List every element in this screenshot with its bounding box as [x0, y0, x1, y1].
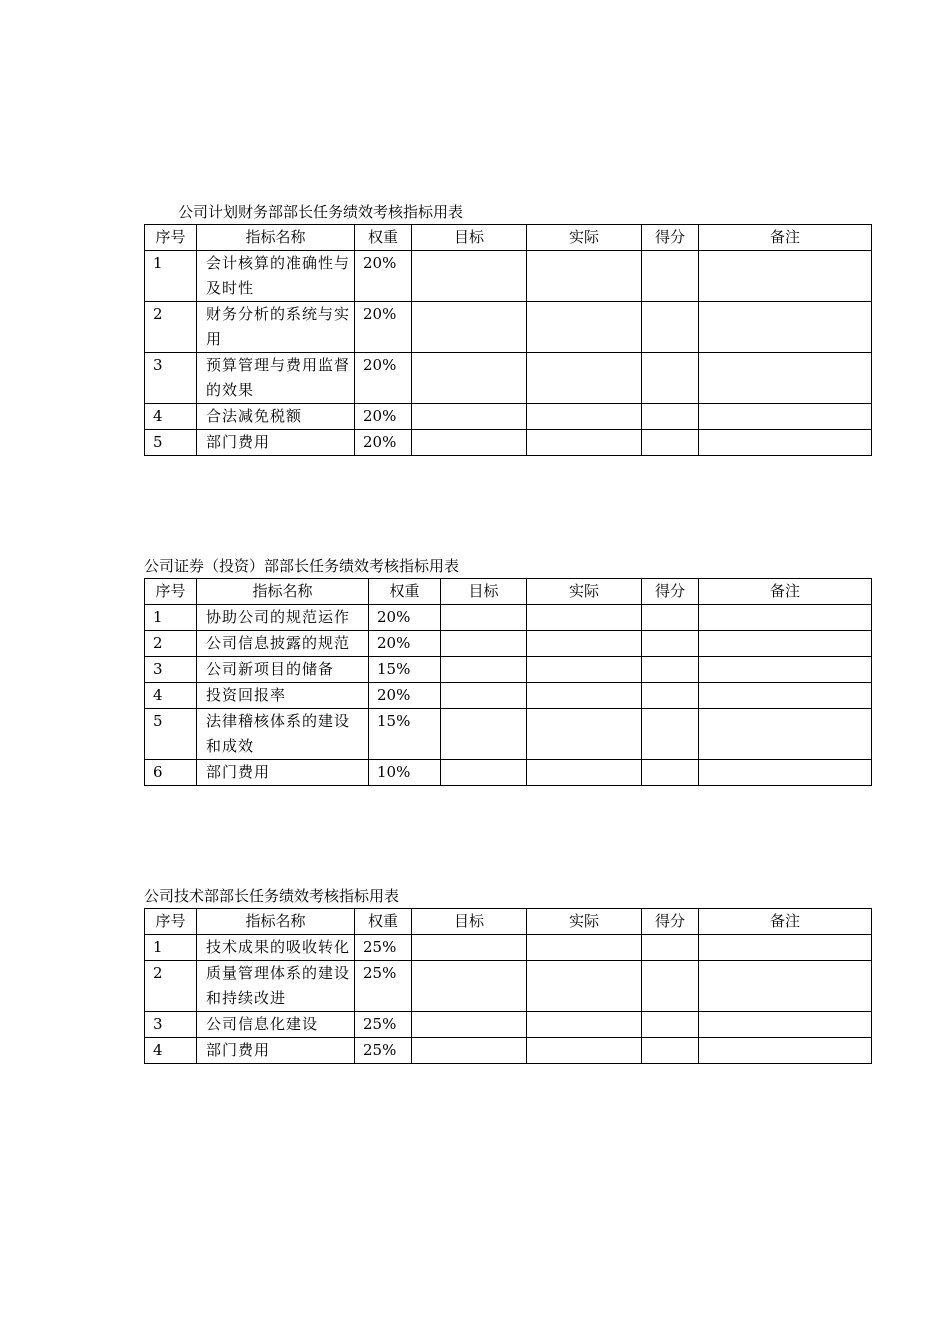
- row-score-cell[interactable]: [642, 760, 699, 786]
- row-index: 1: [145, 251, 197, 302]
- table-row: [145, 251, 872, 302]
- row-target-cell[interactable]: [412, 935, 527, 961]
- row-score-cell[interactable]: [642, 1012, 699, 1038]
- row-score-cell[interactable]: [642, 709, 699, 760]
- row-score-cell[interactable]: [642, 683, 699, 709]
- row-score-cell[interactable]: [642, 302, 699, 353]
- row-target-cell[interactable]: [412, 961, 527, 1012]
- row-target-cell[interactable]: [412, 353, 527, 404]
- row-indicator-name: 会计核算的准确性与及时性: [197, 251, 355, 302]
- table-row: [145, 935, 872, 961]
- table-row: [145, 683, 872, 709]
- kpi-table-finance: [144, 224, 872, 456]
- row-index: 1: [145, 605, 197, 631]
- header-remarks: 备注: [699, 579, 872, 605]
- row-actual-cell[interactable]: [527, 709, 642, 760]
- row-indicator-name: 技术成果的吸收转化: [197, 935, 355, 961]
- row-weight: 10%: [369, 760, 441, 786]
- table-row: [145, 430, 872, 456]
- header-actual: 实际: [527, 225, 642, 251]
- row-indicator-name: 公司新项目的储备: [197, 657, 369, 683]
- header-actual: 实际: [527, 909, 642, 935]
- row-weight: 20%: [355, 430, 412, 456]
- header-target: 目标: [412, 225, 527, 251]
- row-index: 5: [145, 430, 197, 456]
- row-index: 5: [145, 709, 197, 760]
- row-index: 3: [145, 1012, 197, 1038]
- row-score-cell[interactable]: [642, 961, 699, 1012]
- kpi-table-technology: [144, 908, 872, 1064]
- row-index: 4: [145, 404, 197, 430]
- row-actual-cell[interactable]: [527, 683, 642, 709]
- row-weight: 20%: [355, 302, 412, 353]
- row-remarks-cell[interactable]: [699, 709, 872, 760]
- table-title: 公司证券（投资）部部长任务绩效考核指标用表: [144, 557, 460, 575]
- row-target-cell[interactable]: [412, 1012, 527, 1038]
- row-indicator-name: 投资回报率: [197, 683, 369, 709]
- header-weight: 权重: [369, 579, 441, 605]
- table-row: [145, 353, 872, 404]
- header-remarks: 备注: [699, 909, 872, 935]
- row-target-cell[interactable]: [441, 605, 527, 631]
- row-indicator-name: 部门费用: [197, 760, 369, 786]
- row-actual-cell[interactable]: [527, 760, 642, 786]
- row-remarks-cell[interactable]: [699, 760, 872, 786]
- row-target-cell[interactable]: [441, 709, 527, 760]
- row-target-cell[interactable]: [441, 760, 527, 786]
- table-row: [145, 657, 872, 683]
- row-target-cell[interactable]: [412, 1038, 527, 1064]
- header-indicator-name: 指标名称: [197, 909, 355, 935]
- row-score-cell[interactable]: [642, 430, 699, 456]
- row-indicator-name: 公司信息化建设: [197, 1012, 355, 1038]
- header-actual: 实际: [527, 579, 642, 605]
- row-weight: 20%: [369, 683, 441, 709]
- row-remarks-cell[interactable]: [699, 353, 872, 404]
- row-actual-cell[interactable]: [527, 935, 642, 961]
- row-index: 2: [145, 631, 197, 657]
- row-score-cell[interactable]: [642, 1038, 699, 1064]
- table-row: [145, 760, 872, 786]
- row-target-cell[interactable]: [441, 631, 527, 657]
- row-weight: 20%: [355, 251, 412, 302]
- row-indicator-name: 财务分析的系统与实用: [197, 302, 355, 353]
- table-row: [145, 404, 872, 430]
- table-row: [145, 631, 872, 657]
- row-index: 2: [145, 302, 197, 353]
- row-index: 4: [145, 683, 197, 709]
- row-indicator-name: 协助公司的规范运作: [197, 605, 369, 631]
- header-score: 得分: [642, 909, 699, 935]
- row-index: 3: [145, 353, 197, 404]
- row-score-cell[interactable]: [642, 935, 699, 961]
- row-score-cell[interactable]: [642, 605, 699, 631]
- row-actual-cell[interactable]: [527, 657, 642, 683]
- row-weight: 20%: [355, 353, 412, 404]
- header-indicator-name: 指标名称: [197, 225, 355, 251]
- row-actual-cell[interactable]: [527, 605, 642, 631]
- header-weight: 权重: [355, 225, 412, 251]
- row-indicator-name: 部门费用: [197, 1038, 355, 1064]
- row-remarks-cell[interactable]: [699, 302, 872, 353]
- row-weight: 25%: [355, 1038, 412, 1064]
- row-indicator-name: 质量管理体系的建设和持续改进: [197, 961, 355, 1012]
- row-score-cell[interactable]: [642, 404, 699, 430]
- row-score-cell[interactable]: [642, 631, 699, 657]
- row-target-cell[interactable]: [412, 302, 527, 353]
- header-index: 序号: [145, 579, 197, 605]
- header-target: 目标: [412, 909, 527, 935]
- row-actual-cell[interactable]: [527, 1038, 642, 1064]
- row-remarks-cell[interactable]: [699, 1012, 872, 1038]
- row-score-cell[interactable]: [642, 251, 699, 302]
- row-weight: 15%: [369, 657, 441, 683]
- table-header-row: [145, 225, 872, 251]
- row-score-cell[interactable]: [642, 353, 699, 404]
- row-remarks-cell[interactable]: [699, 605, 872, 631]
- row-actual-cell[interactable]: [527, 961, 642, 1012]
- table-row: [145, 1012, 872, 1038]
- row-weight: 25%: [355, 935, 412, 961]
- row-actual-cell[interactable]: [527, 404, 642, 430]
- table-row: [145, 961, 872, 1012]
- row-remarks-cell[interactable]: [699, 683, 872, 709]
- table-row: [145, 1038, 872, 1064]
- table-header-row: [145, 579, 872, 605]
- row-indicator-name: 公司信息披露的规范: [197, 631, 369, 657]
- row-target-cell[interactable]: [412, 251, 527, 302]
- table-row: [145, 302, 872, 353]
- header-weight: 权重: [355, 909, 412, 935]
- table-title: 公司计划财务部部长任务绩效考核指标用表: [178, 203, 464, 221]
- table-row: [145, 605, 872, 631]
- row-actual-cell[interactable]: [527, 1012, 642, 1038]
- row-weight: 20%: [369, 631, 441, 657]
- row-score-cell[interactable]: [642, 657, 699, 683]
- table-title: 公司技术部部长任务绩效考核指标用表: [144, 887, 400, 905]
- row-index: 3: [145, 657, 197, 683]
- row-remarks-cell[interactable]: [699, 961, 872, 1012]
- row-actual-cell[interactable]: [527, 353, 642, 404]
- header-index: 序号: [145, 909, 197, 935]
- kpi-table-securities: [144, 578, 872, 786]
- row-remarks-cell[interactable]: [699, 935, 872, 961]
- header-remarks: 备注: [699, 225, 872, 251]
- header-indicator-name: 指标名称: [197, 579, 369, 605]
- header-score: 得分: [642, 225, 699, 251]
- row-remarks-cell[interactable]: [699, 631, 872, 657]
- row-weight: 20%: [369, 605, 441, 631]
- table-row: [145, 709, 872, 760]
- row-actual-cell[interactable]: [527, 631, 642, 657]
- header-target: 目标: [441, 579, 527, 605]
- row-target-cell[interactable]: [412, 404, 527, 430]
- row-remarks-cell[interactable]: [699, 404, 872, 430]
- row-actual-cell[interactable]: [527, 430, 642, 456]
- row-weight: 25%: [355, 961, 412, 1012]
- row-remarks-cell[interactable]: [699, 430, 872, 456]
- row-actual-cell[interactable]: [527, 302, 642, 353]
- row-actual-cell[interactable]: [527, 251, 642, 302]
- row-index: 1: [145, 935, 197, 961]
- row-indicator-name: 法律稽核体系的建设和成效: [197, 709, 369, 760]
- row-remarks-cell[interactable]: [699, 1038, 872, 1064]
- row-indicator-name: 预算管理与费用监督的效果: [197, 353, 355, 404]
- row-index: 2: [145, 961, 197, 1012]
- row-remarks-cell[interactable]: [699, 251, 872, 302]
- header-index: 序号: [145, 225, 197, 251]
- row-remarks-cell[interactable]: [699, 657, 872, 683]
- table-header-row: [145, 909, 872, 935]
- row-weight: 20%: [355, 404, 412, 430]
- row-index: 4: [145, 1038, 197, 1064]
- row-indicator-name: 部门费用: [197, 430, 355, 456]
- row-index: 6: [145, 760, 197, 786]
- row-target-cell[interactable]: [441, 683, 527, 709]
- row-weight: 15%: [369, 709, 441, 760]
- row-target-cell[interactable]: [412, 430, 527, 456]
- row-indicator-name: 合法减免税额: [197, 404, 355, 430]
- row-weight: 25%: [355, 1012, 412, 1038]
- header-score: 得分: [642, 579, 699, 605]
- row-target-cell[interactable]: [441, 657, 527, 683]
